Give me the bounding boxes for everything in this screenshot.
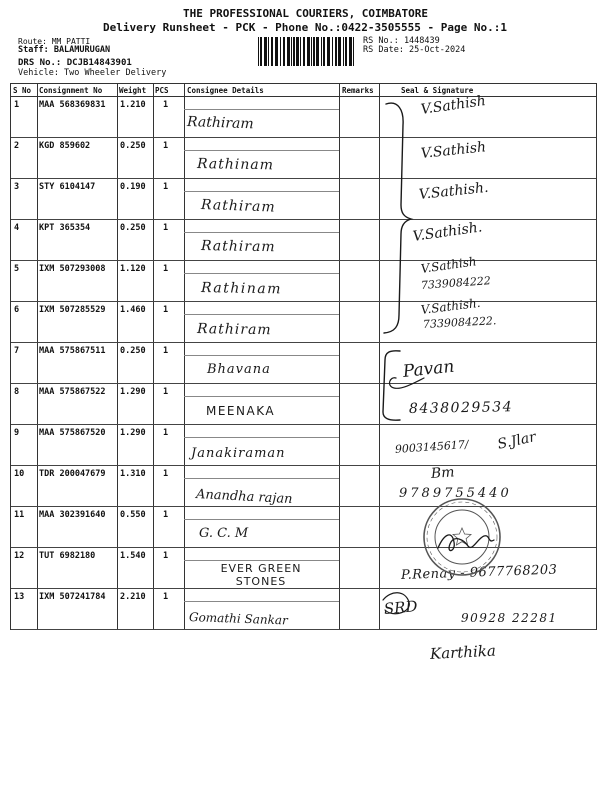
receiver-signature: V.Sathish. — [420, 295, 482, 317]
receiver-phone: 8438029534 — [408, 399, 514, 417]
consignee-name: Rathiram — [196, 321, 272, 339]
weight: 1.290 — [120, 428, 146, 438]
weight: 1.290 — [120, 387, 146, 397]
header-consignee: Consignee Details — [187, 86, 264, 95]
barcode-bar — [258, 37, 259, 66]
consignment-number: IXM 507293008 — [39, 264, 106, 274]
consignment-number: MAA 575867520 — [39, 428, 106, 438]
table-row — [11, 92, 596, 138]
footer-signature: Karthika — [429, 641, 497, 663]
receiver-signature: SRD — [383, 597, 419, 618]
consignee-name: Rathinam — [196, 156, 275, 174]
receiver-signature: Pavan — [401, 356, 456, 382]
table-row — [11, 466, 596, 507]
table-row — [11, 548, 596, 589]
barcode-bar — [327, 37, 330, 66]
barcode-bar — [280, 37, 281, 66]
weight: 0.250 — [120, 223, 146, 233]
serial-number: 7 — [14, 346, 20, 356]
runsheet-title: Delivery Runsheet - PCK - Phone No.:0422-3505555 - Page No.:1 — [103, 21, 507, 34]
barcode-bar — [345, 37, 347, 66]
table-row — [11, 507, 596, 548]
pieces: 1 — [163, 428, 169, 438]
receiver-signature: Bm — [430, 464, 456, 482]
consignment-number: MAA 575867511 — [39, 346, 106, 356]
barcode-bar — [271, 37, 273, 66]
table-row — [11, 138, 596, 179]
table-row — [11, 343, 596, 384]
pieces: 1 — [163, 182, 169, 192]
weight: 1.540 — [120, 551, 146, 561]
consignment-number: KPT 365354 — [39, 223, 91, 233]
receiver-phone: 9003145617/ — [394, 437, 469, 456]
pieces: 1 — [163, 469, 169, 479]
serial-number: 10 — [14, 469, 25, 479]
serial-number: 8 — [14, 387, 20, 397]
barcode-bar — [353, 37, 354, 66]
weight: 1.120 — [120, 264, 146, 274]
barcode-bar — [332, 37, 333, 66]
pieces: 1 — [163, 551, 169, 561]
consignment-number: STY 6104147 — [39, 182, 96, 192]
pieces: 1 — [163, 264, 169, 274]
consignment-number: IXM 507241784 — [39, 592, 106, 602]
serial-number: 2 — [14, 141, 20, 151]
header-seal-signature: Seal & Signature — [401, 86, 474, 95]
serial-number: 5 — [14, 264, 20, 274]
consignment-number: TDR 200047679 — [39, 469, 106, 479]
table-row — [11, 295, 596, 343]
header-consignment: Consignment No — [39, 86, 103, 95]
receiver-signature: S.Jlar — [496, 429, 538, 453]
runsheet-table — [10, 83, 597, 630]
pieces: 1 — [163, 141, 169, 151]
table-row — [11, 220, 596, 261]
consignee-name: Janakiraman — [191, 446, 286, 461]
consignee-name: Anandha rajan — [195, 487, 293, 508]
vehicle: Vehicle: Two Wheeler Delivery — [18, 68, 167, 78]
barcode-bar — [264, 37, 267, 66]
barcode-bar — [293, 37, 295, 66]
weight: 1.210 — [120, 100, 146, 110]
consignee-name: Rathiram — [186, 114, 254, 133]
header-remarks: Remarks — [342, 86, 374, 95]
barcode-bar — [287, 37, 290, 66]
barcode-bar — [296, 37, 299, 66]
serial-number: 1 — [14, 100, 20, 110]
weight: 2.210 — [120, 592, 146, 602]
weight: 0.250 — [120, 346, 146, 356]
consignment-number: MAA 568369831 — [39, 100, 106, 110]
consignee-name: Rathinam — [200, 280, 283, 298]
consignee-name: Rathiram — [200, 238, 276, 256]
receiver-phone: 9789755440 — [399, 486, 512, 501]
barcode-bar — [275, 37, 278, 66]
barcode-bar — [303, 37, 305, 66]
table-row — [11, 589, 596, 630]
barcode-bar — [311, 37, 312, 66]
receiver-signature: V.Sathish — [419, 254, 478, 276]
consignee-name: Rathiram — [200, 197, 276, 216]
drs-number: DRS No.: DCJB14843901 — [18, 58, 132, 68]
serial-number: 4 — [14, 223, 20, 233]
pieces: 1 — [163, 223, 169, 233]
pieces: 1 — [163, 100, 169, 110]
header-sno: S No — [13, 86, 32, 95]
table-row — [11, 425, 596, 466]
table-row — [11, 384, 596, 425]
staff: Staff: BALAMURUGAN — [18, 45, 111, 55]
serial-number: 3 — [14, 182, 20, 192]
consignee-name: EVER GREEN STONES — [220, 562, 302, 588]
pieces: 1 — [163, 305, 169, 315]
rs-date: RS Date: 25-Oct-2024 — [363, 45, 466, 55]
barcode-bar — [268, 37, 269, 66]
table-row — [11, 254, 596, 302]
receiver-phone: 7339084222. — [422, 314, 497, 331]
barcode — [258, 37, 355, 66]
receiver-phone: 7339084222 — [420, 274, 492, 292]
receiver-signature: V.Sathish. — [418, 179, 490, 203]
consignee-name: G. C. M — [199, 526, 249, 541]
weight: 1.310 — [120, 469, 146, 479]
serial-number: 11 — [14, 510, 25, 520]
header-weight: Weight — [119, 86, 147, 95]
weight: 0.190 — [120, 182, 146, 192]
serial-number: 12 — [14, 551, 25, 561]
consignee-name: MEENAKA — [206, 404, 276, 418]
serial-number: 6 — [14, 305, 20, 315]
weight: 0.250 — [120, 141, 146, 151]
receiver-signature: V.Sathish — [420, 139, 487, 162]
barcode-bar — [338, 37, 341, 66]
barcode-bar — [335, 37, 337, 66]
barcode-bar — [313, 37, 315, 66]
pieces: 1 — [163, 510, 169, 520]
consignment-number: IXM 507285529 — [39, 305, 106, 315]
weight: 1.460 — [120, 305, 146, 315]
pieces: 1 — [163, 387, 169, 397]
consignment-number: MAA 575867522 — [39, 387, 106, 397]
consignment-number: TUT 6982180 — [39, 551, 96, 561]
table-header — [11, 84, 596, 97]
pieces: 1 — [163, 346, 169, 356]
barcode-bar — [316, 37, 319, 66]
serial-number: 9 — [14, 428, 20, 438]
barcode-bar — [307, 37, 310, 66]
table-row — [11, 179, 596, 220]
pieces: 1 — [163, 592, 169, 602]
consignee-name: Gomathi Sankar — [188, 610, 289, 628]
barcode-bar — [343, 37, 344, 66]
consignment-number: KGD 859602 — [39, 141, 91, 151]
barcode-bar — [260, 37, 262, 66]
route: Route: MM PATTI — [18, 37, 91, 46]
consignment-number: MAA 302391640 — [39, 510, 106, 520]
barcode-bar — [291, 37, 292, 66]
barcode-bar — [349, 37, 352, 66]
weight: 0.550 — [120, 510, 146, 520]
receiver-phone: 90928 22281 — [461, 611, 558, 625]
barcode-bar — [300, 37, 301, 66]
receiver-signature: V.Sathish. — [411, 219, 484, 245]
header-pcs: PCS — [155, 86, 169, 95]
rs-number: RS No.: 1448439 — [363, 36, 440, 46]
barcode-bar — [283, 37, 285, 66]
receiver-signature: P.Renay - 9677768203 — [400, 562, 558, 583]
company-name: THE PROFESSIONAL COURIERS, COIMBATORE — [183, 7, 429, 20]
barcode-bar — [321, 37, 322, 66]
serial-number: 13 — [14, 592, 25, 602]
consignee-name: Bhavana — [207, 362, 271, 377]
receiver-signature: V.Sathish — [419, 92, 487, 118]
barcode-bar — [323, 37, 325, 66]
